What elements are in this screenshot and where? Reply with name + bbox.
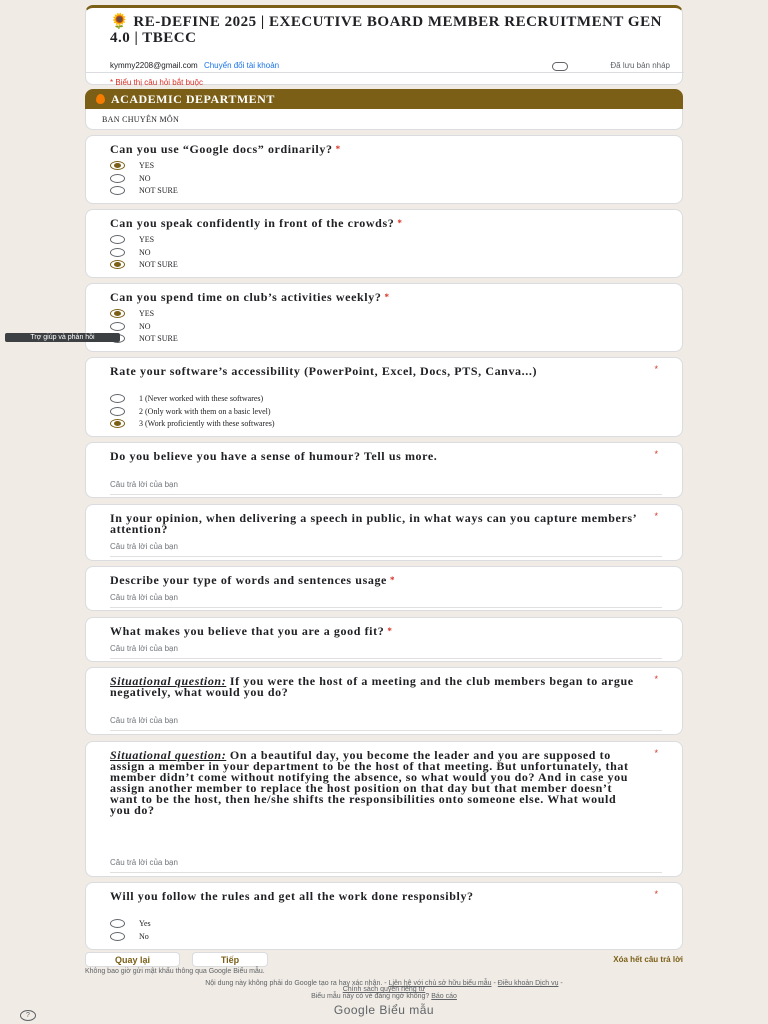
question-title: Do you believe you have a sense of humour? Tell us more. (110, 449, 438, 463)
question-card-8 (85, 617, 683, 662)
required-star: * (654, 674, 658, 684)
clear-form-button[interactable]: Xóa hết câu trả lời (613, 955, 683, 964)
question-card-7 (85, 566, 683, 611)
question-card-1: Can you use “Google docs” ordinarily? * YES NO NOT SURE (85, 135, 683, 204)
answer-input[interactable]: Câu trả lời của bạn (110, 716, 662, 731)
section-title-bar (85, 89, 683, 109)
account-email: kymmy2208@gmail.com (110, 61, 198, 70)
answer-input[interactable]: Câu trả lời của bạn (110, 542, 662, 557)
question-card-2: Can you speak confidently in front of the crowds? * YES NO NOT SURE (85, 209, 683, 278)
answer-input[interactable]: Câu trả lời của bạn (110, 644, 662, 659)
help-icon[interactable]: ? (20, 1010, 36, 1021)
required-star: * (654, 748, 658, 758)
question-title: Rate your software’s accessibility (PowerPoint, Excel, Docs, PTS, Canva...) (110, 364, 538, 378)
back-button[interactable]: Quay lại (85, 952, 180, 967)
radio-unchecked[interactable] (110, 919, 125, 928)
answer-input[interactable]: Câu trả lời của bạn (110, 858, 662, 873)
required-star: * (654, 364, 658, 374)
radio-unchecked[interactable] (110, 186, 125, 195)
radio-checked[interactable] (110, 260, 125, 269)
next-button[interactable]: Tiếp (192, 952, 268, 967)
required-star: * (654, 511, 658, 521)
radio-unchecked[interactable] (110, 394, 125, 403)
privacy-row (0, 986, 768, 993)
radio-unchecked[interactable] (110, 248, 125, 257)
question-card-10 (85, 741, 683, 877)
answer-input[interactable]: Câu trả lời của bạn (110, 480, 662, 495)
help-feedback-tooltip: Trợ giúp và phản hồi (5, 333, 120, 342)
saved-status: Đã lưu bản nháp (610, 61, 670, 70)
question-card-6 (85, 504, 683, 561)
question-title: Can you speak confidently in front of the crowds? * (110, 216, 403, 230)
fire-icon (96, 94, 105, 104)
radio-unchecked[interactable] (110, 932, 125, 941)
radio-checked[interactable] (110, 161, 125, 170)
question-title: What makes you believe that you are a good fit? * (110, 624, 393, 638)
header-divider (86, 72, 684, 73)
contact-owner-link[interactable]: Liên hệ với chủ sở hữu biểu mẫu (388, 980, 492, 987)
section-header (85, 89, 683, 130)
question-title: Situational question: On a beautiful day, you become the leader and you are supposed to assign a member in your department to be the host of that meeting. But unfortunately, that member didn’t come without notifying the absence, so what would you do? And in case you assign another member to replace the host position on that day but that member doesn’t want to be the host, then he/she shifts the responsibilities onto someone else. What would you do? (110, 748, 629, 817)
report-link[interactable]: Báo cáo (431, 993, 457, 1000)
question-title: Will you follow the rules and get all the work done responsibly? (110, 889, 474, 903)
question-title: Can you use “Google docs” ordinarily? * (110, 142, 341, 156)
question-title: Situational question: If you were the host of a meeting and the club members began to argue negatively, what would you do? (110, 674, 634, 699)
section-title: ACADEMIC DEPARTMENT (111, 92, 275, 106)
question-card-4: Rate your software’s accessibility (PowerPoint, Excel, Docs, PTS, Canva...) * 1 (Never worked with these softwares) 2 (Only work with them on a basic level) 3 (Work proficiently with these softwares) (85, 357, 683, 437)
terms-link[interactable]: Điều khoản Dịch vụ (497, 980, 559, 987)
form-header-card (85, 5, 683, 85)
radio-checked[interactable] (110, 419, 125, 428)
cloud-saved-icon (552, 62, 568, 71)
switch-account-link[interactable]: Chuyển đổi tài khoản (203, 61, 280, 70)
google-forms-logo: Google Biểu mẫu (333, 1003, 435, 1017)
radio-unchecked[interactable] (110, 235, 125, 244)
radio-unchecked[interactable] (110, 407, 125, 416)
report-row: Biểu mẫu này có vẻ đáng ngờ không? Báo cáo (311, 993, 457, 1000)
question-title: Can you spend time on club’s activities weekly? * (110, 290, 390, 304)
question-card-3: Can you spend time on club’s activities weekly? * YES NO NOT SURE (85, 283, 683, 352)
required-note: * Biểu thị câu hỏi bắt buộc (110, 78, 203, 87)
question-title: In your opinion, when delivering a speech in public, in what ways can you capture members’ attention? (110, 511, 637, 536)
form-title: 🌻 RE-DEFINE 2025 | EXECUTIVE BOARD MEMBER RECRUITMENT GEN 4.0 | TBECC (110, 14, 662, 46)
question-card-11: Will you follow the rules and get all the work done responsibly? * Yes No (85, 882, 683, 950)
question-card-9 (85, 667, 683, 735)
password-note: Không bao giờ gửi mật khẩu thông qua Google Biểu mẫu. (85, 968, 265, 975)
radio-unchecked[interactable] (110, 174, 125, 183)
answer-input[interactable]: Câu trả lời của bạn (110, 593, 662, 608)
required-star: * (654, 889, 658, 899)
question-card-5 (85, 442, 683, 498)
required-star: * (654, 449, 658, 459)
radio-checked[interactable] (110, 309, 125, 318)
section-subtitle: BAN CHUYÊN MÔN (85, 109, 683, 130)
account-row (110, 61, 670, 70)
disclaimer-row: Nội dung này không phải do Google tạo ra hay xác nhận. - Liên hệ với chủ sở hữu biểu mẫu - Điều khoản Dịch vụ - (205, 980, 563, 987)
radio-unchecked[interactable] (110, 322, 125, 331)
question-title: Describe your type of words and sentences usage * (110, 573, 396, 587)
privacy-link[interactable]: Chính sách quyền riêng tư (342, 986, 426, 993)
